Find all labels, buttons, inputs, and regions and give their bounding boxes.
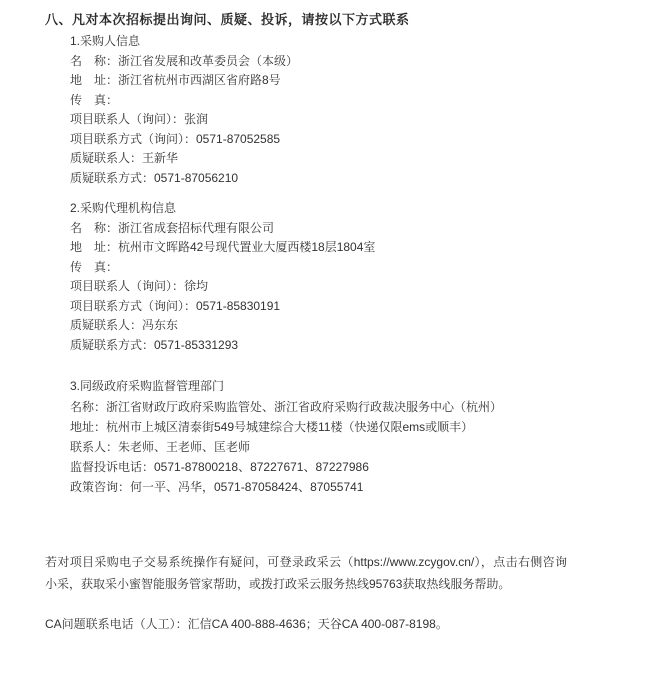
contact-line: 名称：浙江省财政厅政府采购监管处、浙江省政府采购行政裁决服务中心（杭州） [70,399,503,414]
contact-line: 质疑联系人：王新华 [70,151,179,165]
section-title: 3.同级政府采购监督管理部门 [70,379,225,393]
section-title: 2.采购代理机构信息 [70,201,177,215]
contact-line: 质疑联系方式：0571-87056210 [70,170,239,185]
contact-line: 联系人：朱老师、王老师、匡老师 [70,439,251,454]
contact-line: 质疑联系人：冯东东 [70,318,179,332]
contact-line: 名 称：浙江省成套招标代理有限公司 [70,220,275,235]
contact-line: 监督投诉电话：0571-87800218、87227671、87227986 [70,459,369,474]
contact-line: 地 址：杭州市文晖路42号现代置业大厦西楼18层1804室 [70,240,376,254]
contact-line: 项目联系人（询问）：张润 [70,112,209,126]
contact-line: 传 真： [70,259,119,274]
section-agency-info [70,199,625,355]
section-title: 1.采购人信息 [70,34,141,48]
contact-line: 地 址：浙江省杭州市西湖区省府路8号 [70,73,281,87]
contact-line: 名 称：浙江省发展和改革委员会（本级） [70,53,299,68]
zcy-help-paragraph: 若对项目采购电子交易系统操作有疑问，可登录政采云（https://www.zcygov.cn/），点击右侧咨询小采，获取采小蜜智能服务管家帮助，或拨打政采云服务热线95763获取热线服务帮助。 [45,554,567,591]
section-supervision-department [70,377,625,497]
contact-line: 地址：杭州市上城区清泰街549号城建综合大楼11楼（快递仅限ems或顺丰） [70,419,474,434]
contact-line: 政策咨询：何一平、冯华，0571-87058424、87055741 [70,479,364,494]
contact-line: 传 真： [70,92,119,107]
section-heading: 八、凡对本次招标提出询问、质疑、投诉，请按以下方式联系 [45,12,410,27]
section-purchaser-info [70,32,625,188]
ca-hotline-line: CA问题联系电话（人工）：汇信CA 400-888-4636；天谷CA 400-087-8198。 [45,616,448,631]
contact-line: 质疑联系方式：0571-85331293 [70,337,239,352]
contact-line: 项目联系方式（询问）：0571-87052585 [70,131,281,146]
contact-line: 项目联系方式（询问）：0571-85830191 [70,298,281,313]
contact-line: 项目联系人（询问）：徐均 [70,279,209,293]
